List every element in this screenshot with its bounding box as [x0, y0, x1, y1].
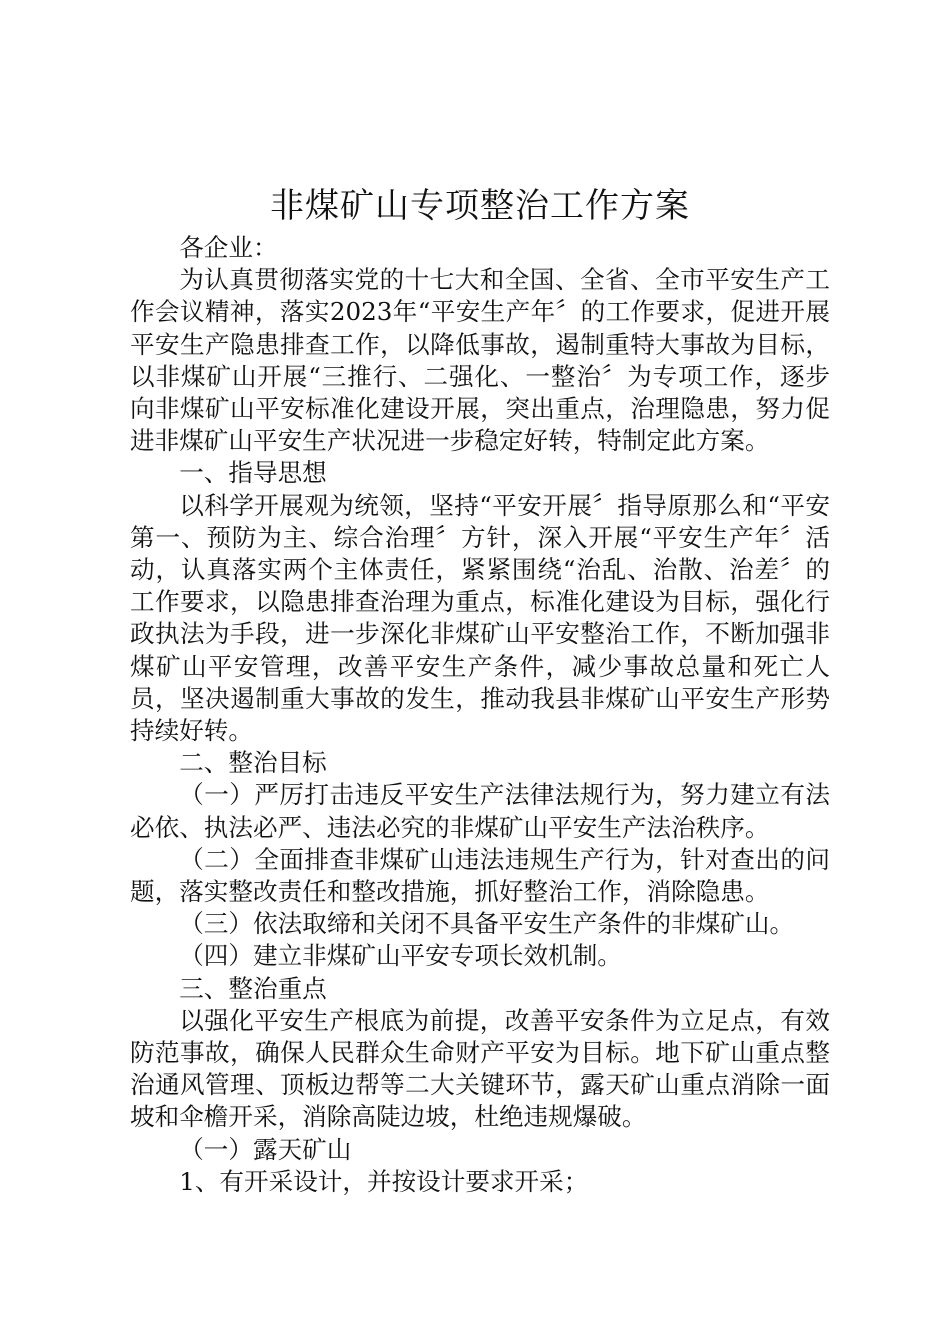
objective-item-4: （四）建立非煤矿山平安专项长效机制。	[179, 941, 622, 971]
document-title: 非煤矿山专项整治工作方案	[270, 186, 690, 226]
section-heading-objectives: 二、整治目标	[179, 748, 327, 778]
subsection-heading-open-pit: （一）露天矿山	[179, 1134, 352, 1164]
objective-item-1: （一）严厉打击违反平安生产法律法规行为，努力建立有法必依、执法必严、违法必究的非煤矿山平安生产法治秩序。	[130, 780, 830, 842]
salutation: 各企业：	[179, 233, 278, 262]
key-points-paragraph: 以强化平安生产根底为前提，改善平安条件为立足点，有效防范事故，确保人民群众生命财产平安为目标。地下矿山重点整治通风管理、顶板边帮等二大关键环节，露天矿山重点消除一面坡和伞檐开采，消除高陡边坡，杜绝违规爆破。	[130, 1005, 830, 1132]
section-heading-guiding-ideology: 一、指导思想	[179, 458, 327, 488]
objective-item-3: （三）依法取缔和关闭不具备平安生产条件的非煤矿山。	[179, 909, 795, 939]
objective-item-2: （二）全面排查非煤矿山违法违规生产行为，针对查出的问题，落实整改责任和整改措施，抓好整治工作，消除隐患。	[130, 844, 830, 907]
document-page	[130, 180, 830, 1198]
document-body	[130, 232, 830, 1198]
intro-paragraph: 为认真贯彻落实党的十七大和全国、全省、全市平安生产工作会议精神，落实2023年“平安生产年〞的工作要求，促进开展平安生产隐患排查工作，以降低事故，遏制重特大事故为目标，以非煤矿山开展“三推行、二强化、一整治〞为专项工作，逐步向非煤矿山平安标准化建设开展，突出重点，治理隐患，努力促进非煤矿山平安生产状况进一步稳定好转，特制定此方案。	[130, 265, 830, 456]
section-heading-key-points: 三、整治重点	[179, 973, 327, 1003]
open-pit-item-1: 1、有开采设计，并按设计要求开采；	[179, 1166, 589, 1196]
guiding-ideology-paragraph: 以科学开展观为统领，坚持“平安开展〞指导原那么和“平安第一、预防为主、综合治理〞方针，深入开展“平安生产年〞活动，认真落实两个主体责任，紧紧围绕“治乱、治散、治差〞的工作要求，以隐患排查治理为重点，标准化建设为目标，强化行政执法为手段，进一步深化非煤矿山平安整治工作，不断加强非煤矿山平安管理，改善平安生产条件，减少事故总量和死亡人员，坚决遏制重大事故的发生，推动我县非煤矿山平安生产形势持续好转。	[130, 490, 830, 746]
